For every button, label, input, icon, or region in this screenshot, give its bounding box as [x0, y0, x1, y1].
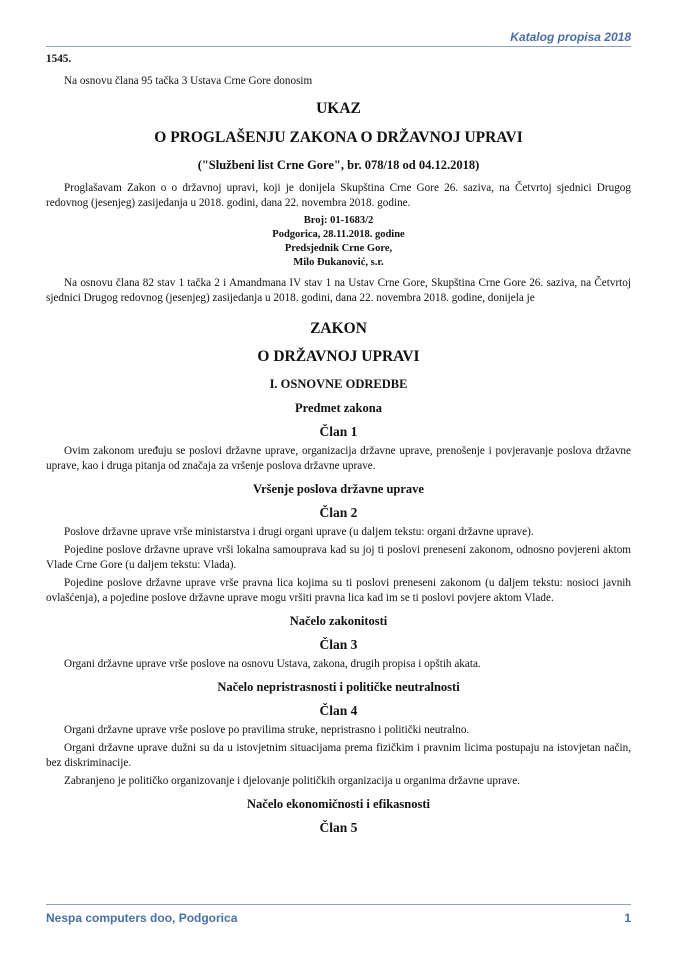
article-heading: Član 2 [319, 505, 358, 520]
section-heading: Načelo ekonomičnosti i efikasnosti [247, 797, 430, 811]
signature-name: Milo Đukanović, s.r. [293, 257, 384, 268]
signature-role: Predsjednik Crne Gore, [284, 243, 393, 254]
article-heading: Član 5 [319, 820, 358, 835]
document-body [46, 52, 631, 840]
adoption-paragraph: Na osnovu člana 82 stav 1 tačka 2 i Amandmana IV stav 1 na Ustav Crne Gore, Skupština Crne Gore 26. saziva, na Četvrtoj sjednici Drugog redovnog (jesenjeg) zasijedanja u 2018. godini, dana 22. novembra 2018. godine, donijela je [46, 277, 631, 304]
section-heading: Vršenje poslova državne uprave [253, 482, 424, 496]
article-paragraph: Poslove državne uprave vrše ministarstva i drugi organi uprave (u daljem tekstu: organi državne uprave). [64, 526, 534, 538]
page-footer [46, 904, 631, 927]
article-paragraph: Pojedine poslove državne uprave vrše pravna lica kojima su ti poslovi preneseni zakonom (u daljem tekstu: nosioci javnih ovlašćenja), a pojedine poslove državne uprave mogu vršiti pravna lica kad im se ti poslovi povjere aktom Vlade. [46, 577, 631, 604]
zakon-subtitle: O DRŽAVNOJ UPRAVI [257, 348, 420, 365]
article-paragraph: Organi državne uprave dužni su da u istovjetnim situacijama prema fizičkim i pravnim licima postupaju na istovjetan način, bez diskriminacije. [46, 742, 631, 769]
proclamation-paragraph: Proglašavam Zakon o o državnoj upravi, koji je donijela Skupština Crne Gore 26. saziva, na Četvrtoj sjednici Drugog redovnog (jesenjeg) zasijedanja u 2018. godini, dana 22. novembra 2018. godine. [46, 182, 631, 209]
article-heading: Član 3 [319, 637, 358, 652]
section-heading: Predmet zakona [295, 401, 382, 415]
part-title: I. OSNOVNE ODREDBE [269, 377, 408, 391]
catalog-title: Katalog propisa 2018 [510, 30, 631, 44]
ukaz-subtitle: O PROGLAŠENJU ZAKONA O DRŽAVNOJ UPRAVI [154, 129, 523, 146]
article-heading: Član 1 [319, 424, 358, 439]
article-paragraph: Organi državne uprave vrše poslove na osnovu Ustava, zakona, drugih propisa i opštih akata. [64, 658, 481, 670]
publisher-name: Nespa computers doo, Podgorica [46, 911, 238, 925]
page-number: 1 [624, 911, 631, 925]
signature-place-date: Podgorica, 28.11.2018. godine [272, 229, 405, 240]
article-paragraph: Ovim zakonom uređuju se poslovi državne uprave, organizacija državne uprave, prenošenje i povjeravanje poslova državne uprave, kao i druga pitanja od značaja za vršenje poslova državne uprave. [46, 445, 631, 472]
zakon-title: ZAKON [310, 320, 367, 337]
intro-paragraph: Na osnovu člana 95 tačka 3 Ustava Crne Gore donosim [64, 75, 313, 87]
page-header [46, 30, 631, 47]
document-number: 1545. [46, 53, 72, 65]
gazette-reference: ("Službeni list Crne Gore", br. 078/18 od 04.12.2018) [197, 158, 480, 172]
signature-number: Broj: 01-1683/2 [303, 215, 374, 226]
ukaz-title: UKAZ [316, 100, 361, 117]
article-paragraph: Organi državne uprave vrše poslove po pravilima struke, nepristrasno i politički neutralno. [64, 724, 470, 736]
article-paragraph: Zabranjeno je političko organizovanje i djelovanje političkih organizacija u organima državne uprave. [64, 775, 521, 787]
article-paragraph: Pojedine poslove državne uprave vrši lokalna samouprava kad su joj ti poslovi preneseni zakonom, odnosno povjereni aktom Vlade Crne Gore (u daljem tekstu: Vlada). [46, 544, 631, 571]
section-heading: Načelo nepristrasnosti i političke neutralnosti [217, 680, 460, 694]
article-heading: Član 4 [319, 703, 358, 718]
section-heading: Načelo zakonitosti [289, 614, 388, 628]
